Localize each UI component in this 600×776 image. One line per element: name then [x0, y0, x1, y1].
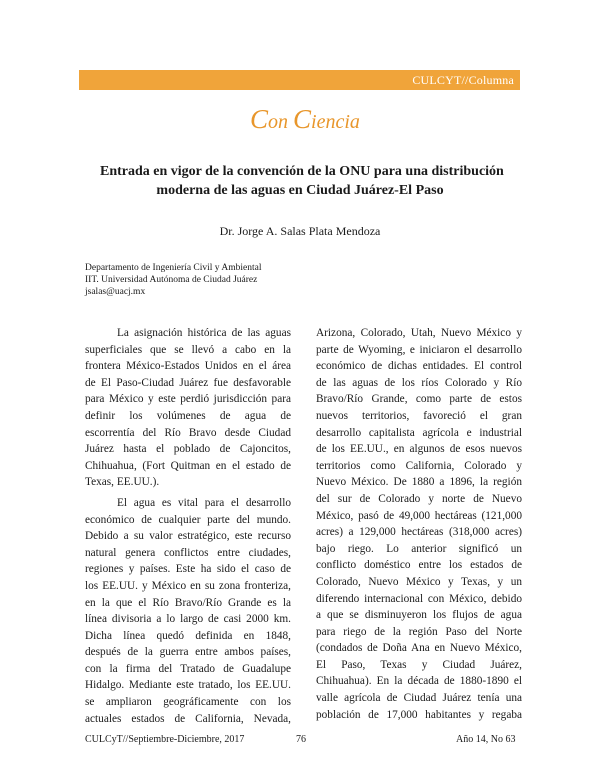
affiliation-department: Departamento de Ingeniería Civil y Ambiental [85, 263, 262, 273]
text-line: Texas, EE.UU.). [85, 476, 160, 489]
text-line: de los EE.UU., en algunos de esos nuevos [316, 443, 522, 456]
text-line: territorios como California, Colorado y [316, 459, 522, 472]
affiliation-email: jsalas@uacj.mx [85, 287, 146, 297]
text-line: después de la guerra entre ambos países, [85, 646, 291, 659]
text-line: a que se disminuyeron los flujos de agua [316, 609, 522, 622]
text-line: El agua es vital para el desarrollo [117, 496, 291, 509]
footer-journal: CULCyT//Septiembre-Diciembre, 2017 [85, 734, 245, 745]
section-banner [79, 70, 520, 90]
text-line: línea divisoria a lo largo de casi 2000 km. [85, 613, 291, 626]
text-line: bajo riego. Lo anterior significó un [316, 542, 522, 555]
author-name: Dr. Jorge A. Salas Plata Mendoza [219, 224, 381, 238]
section-label: CULCYT//Columna [412, 73, 514, 87]
text-line: Dicha línea quedó definida en 1848, [85, 629, 291, 642]
text-line: superficiales que se llevó a cabo en la [85, 343, 291, 356]
text-line: Chihuahua, (Fort Quitman en el estado de [85, 459, 291, 472]
text-line: diferendo internacional con México, debido [316, 592, 522, 605]
text-line: del sur de Colorado y norte de Nuevo [316, 492, 522, 505]
text-line: La asignación histórica de las aguas [117, 327, 291, 339]
text-line: Arizona, Colorado, Utah, Nuevo México y [316, 327, 522, 339]
text-line: nuevos territorios, favoreció el gran [316, 409, 522, 422]
affiliation-institution: IIT. Universidad Autónoma de Ciudad Juárez [85, 275, 258, 285]
text-line: para México y este perdió jurisdicción para [85, 393, 291, 406]
text-line: parte de Wyoming, e iniciaron el desarrollo [316, 343, 522, 356]
footer-page-number: 76 [296, 734, 306, 745]
article-title [100, 162, 504, 200]
affiliation-block [85, 262, 262, 298]
body-column-right [316, 325, 522, 723]
text-line: definir los volúmenes de agua de [85, 409, 291, 422]
text-line: con la firma del Tratado de Guadalupe [85, 662, 291, 675]
logo-initial-2: C [293, 104, 312, 134]
text-line: de las aguas de los ríos Colorado y Río [316, 376, 522, 389]
text-line: de El Paso-Ciudad Juárez fue desfavorable [85, 376, 291, 389]
text-line: los EE.UU. y México en su zona fronteriza, [85, 579, 291, 592]
text-line: en la que el Río Bravo/Río Grande es la [85, 596, 291, 609]
text-line: actuales estados de California, Nevada, [85, 712, 291, 725]
logo-text-1: on [268, 111, 294, 133]
text-line: Chihuahua). En la década de 1880-1890 el [316, 675, 522, 688]
text-line: frontera México-Estados Unidos en el área [85, 360, 291, 373]
text-line: natural genera conflictos entre ciudades, [85, 546, 291, 559]
text-line: El Paso, Texas y Ciudad Juárez, [316, 658, 522, 671]
footer-issue: Año 14, No 63 [456, 734, 516, 745]
text-line: Bravo/Río Grande, como parte de estos [316, 393, 522, 406]
text-line: Colorado, Nuevo México y Texas, y un [316, 575, 522, 588]
text-line: población de 17,000 habitantes y regaba [316, 708, 522, 721]
text-line: desarrollo capitalista agrícola e industrial [316, 426, 522, 439]
body-column-left [85, 325, 291, 727]
title-line: Entrada en vigor de la convención de la ONU para una distribución [100, 164, 504, 179]
text-line: económico de dichas entidades. El control [316, 360, 522, 373]
column-logo [250, 104, 360, 135]
text-line: (condados de Doña Ana en Nuevo México, [316, 642, 522, 655]
text-line: escorrentía del Río Bravo desde Ciudad [85, 426, 291, 439]
text-line: conflicto doméstico entre los estados de [316, 559, 522, 572]
text-line: acres) a 129,000 hectáreas (318,000 acres) [316, 526, 522, 539]
text-line: Hidalgo. Mediante este tratado, los EE.UU. [85, 679, 291, 692]
text-line: valle agrícola de Ciudad Juárez tenía una [316, 692, 522, 705]
text-line: Juárez hasta el poblado de Cajoncitos, [85, 443, 291, 456]
text-line: para riego de la región Paso del Norte [316, 625, 522, 638]
text-line: México, pasó de 49,000 hectáreas (121,000 [316, 509, 522, 522]
logo-initial-1: C [250, 104, 269, 134]
text-line: Nuevo México. De 1880 a 1896, la región [316, 476, 522, 489]
title-line: moderna de las aguas en Ciudad Juárez-El Paso [156, 183, 444, 198]
logo-text-2: iencia [311, 111, 360, 133]
text-line: Debido a su valor estratégico, este recurso [85, 530, 291, 543]
text-line: económico de cualquier parte del mundo. [85, 513, 291, 526]
text-line: se ampliaron geográficamente con los [85, 696, 291, 709]
text-line: regiones y países. Este ha sido el caso de [85, 563, 291, 576]
